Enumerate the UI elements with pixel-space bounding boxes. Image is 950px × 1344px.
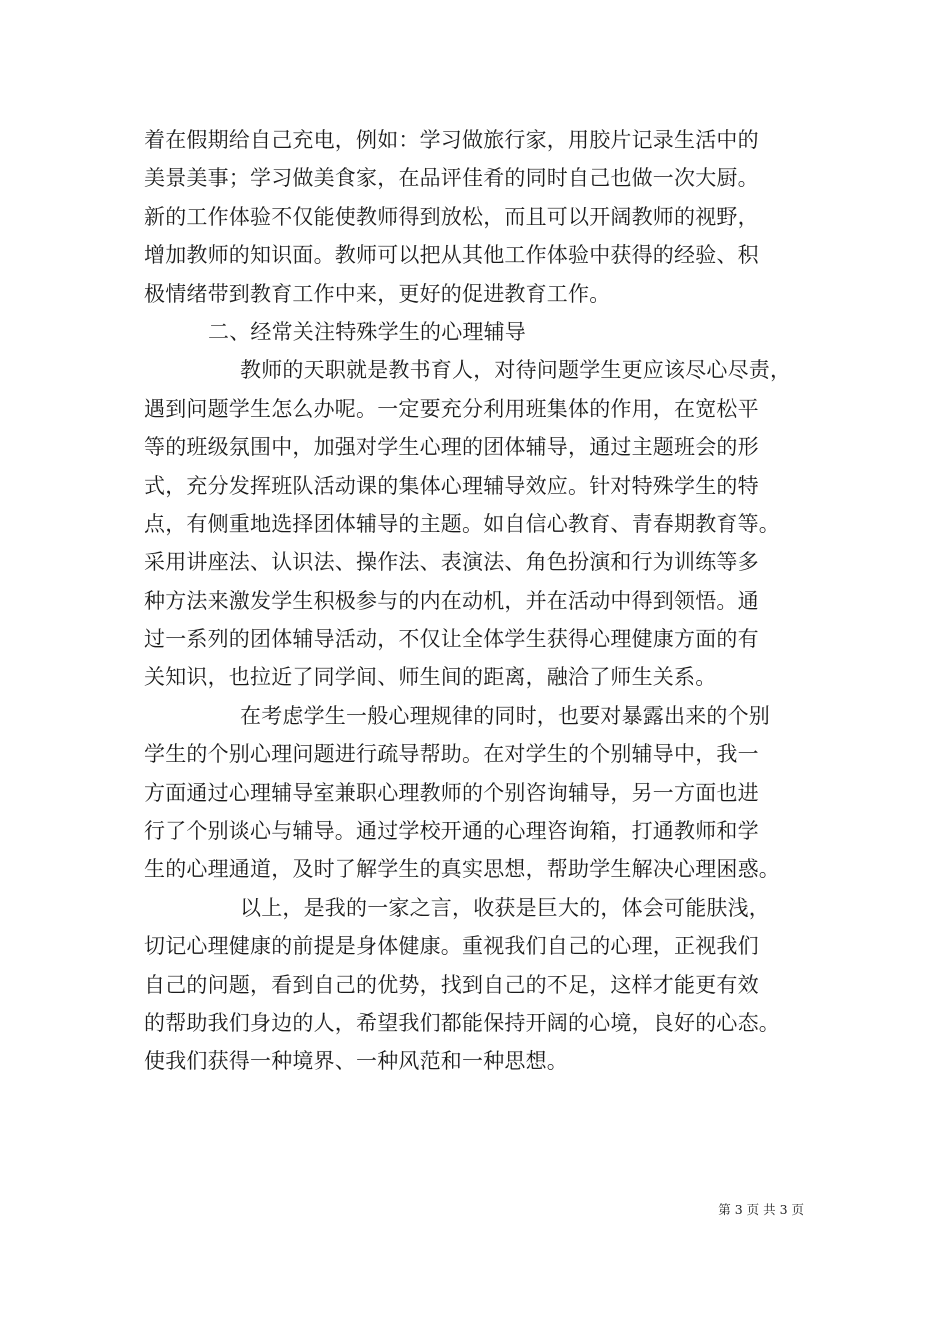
text-line: 学生的个别心理问题进行疏导帮助。在对学生的个别辅导中，我一 (144, 742, 759, 767)
text-line: 方面通过心理辅导室兼职心理教师的个别咨询辅导，另一方面也进 (144, 780, 759, 805)
paragraph-first-line: 以上，是我的一家之言，收获是巨大的，体会可能肤浅， (240, 895, 770, 920)
text-line: 自己的问题，看到自己的优势，找到自己的不足，这样才能更有效 (144, 972, 759, 997)
text-line: 种方法来激发学生积极参与的内在动机，并在活动中得到领悟。通 (144, 588, 759, 613)
text-line: 新的工作体验不仅能使教师得到放松，而且可以开阔教师的视野， (144, 204, 759, 229)
paragraph-first-line: 教师的天职就是教书育人，对待问题学生更应该尽心尽责， (240, 358, 792, 383)
text-line: 采用讲座法、认识法、操作法、表演法、角色扮演和行为训练等多 (144, 550, 759, 575)
document-body (144, 121, 824, 1081)
text-line: 切记心理健康的前提是身体健康。重视我们自己的心理，正视我们 (144, 934, 759, 959)
page-number-footer: 第 3 页 共 3 页 (718, 1202, 804, 1217)
text-line: 使我们获得一种境界、一种风范和一种思想。 (144, 1049, 568, 1074)
text-line: 的帮助我们身边的人，希望我们都能保持开阔的心境，良好的心态。 (144, 1010, 780, 1035)
section-heading: 二、经常关注特殊学生的心理辅导 (208, 319, 526, 344)
paragraph-first-line: 在考虑学生一般心理规律的同时，也要对暴露出来的个别 (240, 703, 770, 728)
text-line: 美景美事；学习做美食家，在品评佳肴的同时自己也做一次大厨。 (144, 166, 759, 191)
text-line: 行了个别谈心与辅导。通过学校开通的心理咨询箱，打通教师和学 (144, 819, 759, 844)
text-line: 增加教师的知识面。教师可以把从其他工作体验中获得的经验、积 (144, 243, 759, 268)
text-line: 生的心理通道，及时了解学生的真实思想，帮助学生解决心理困惑。 (144, 857, 780, 882)
text-line: 着在假期给自己充电，例如：学习做旅行家，用胶片记录生活中的 (144, 128, 759, 152)
text-line: 点，有侧重地选择团体辅导的主题。如自信心教育、青春期教育等。 (144, 511, 780, 536)
text-line: 式，充分发挥班队活动课的集体心理辅导效应。针对特殊学生的特 (144, 473, 759, 498)
text-line: 过一系列的团体辅导活动，不仅让全体学生获得心理健康方面的有 (144, 627, 759, 652)
text-line: 关知识，也拉近了同学间、师生间的距离，融洽了师生关系。 (144, 665, 717, 690)
text-line: 等的班级氛围中，加强对学生心理的团体辅导，通过主题班会的形 (144, 435, 759, 460)
text-line: 遇到问题学生怎么办呢。一定要充分利用班集体的作用，在宽松平 (144, 396, 759, 421)
text-line: 极情绪带到教育工作中来，更好的促进教育工作。 (144, 281, 611, 306)
